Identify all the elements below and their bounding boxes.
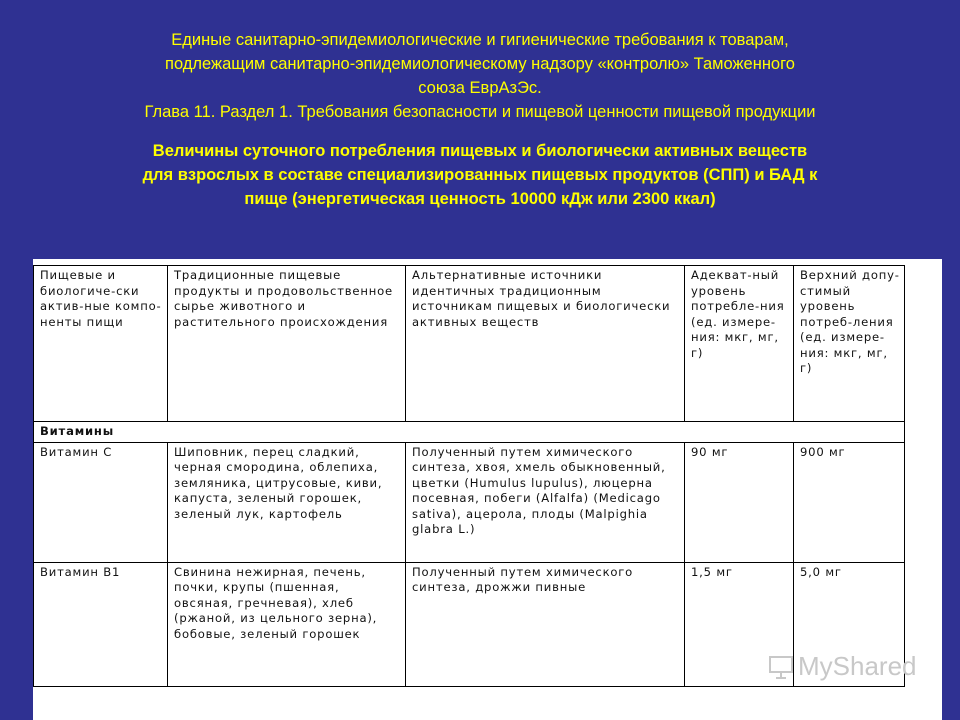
header-components: Пищевые и биологиче-ски актив-ные компо-ненты пищи bbox=[34, 266, 168, 422]
cell-traditional: Шиповник, перец сладкий, черная смородина, облепиха, земляника, цитрусовые, киви, капуста, зеленый горошек, зеленый лук, картофель bbox=[168, 442, 406, 562]
slide-header bbox=[0, 28, 960, 211]
cell-upper: 5,0 мг bbox=[794, 562, 905, 686]
table-header-row bbox=[34, 266, 905, 422]
cell-adequate: 1,5 мг bbox=[685, 562, 794, 686]
table-sheet bbox=[33, 259, 942, 720]
header-adequate: Адекват-ный уровень потребле-ния (ед. измере-ния: мкг, мг, г) bbox=[685, 266, 794, 422]
chapter-line: Глава 11. Раздел 1. Требования безопасности и пищевой ценности пищевой продукции bbox=[144, 103, 816, 121]
subtitle-line-1: Величины суточного потребления пищевых и биологически активных веществ bbox=[152, 142, 808, 160]
cell-adequate: 90 мг bbox=[685, 442, 794, 562]
cell-traditional: Свинина нежирная, печень, почки, крупы (пшенная, овсяная, гречневая), хлеб (ржаной, из цельного зерна), бобовые, зеленый горошек bbox=[168, 562, 406, 686]
title-line-2: подлежащим санитарно-эпидемиологическому надзору «контролю» Таможенного bbox=[165, 55, 795, 73]
watermark-logo bbox=[768, 651, 917, 682]
subtitle-line-2: для взрослых в составе специализированных пищевых продуктов (СПП) и БАД к bbox=[142, 166, 818, 184]
cell-name: Витамин В1 bbox=[34, 562, 168, 686]
group-row bbox=[34, 422, 905, 443]
presentation-icon bbox=[768, 654, 794, 680]
watermark-text: MyShared bbox=[798, 651, 917, 681]
header-alternative: Альтернативные источники идентичных традиционным источникам пищевых и биологически активных веществ bbox=[406, 266, 685, 422]
header-upper: Верхний допу-стимый уровень потреб-ления (ед. измере-ния: мкг, мг, г) bbox=[794, 266, 905, 422]
title-line-1: Единые санитарно-эпидемиологические и гигиенические требования к товарам, bbox=[171, 31, 789, 49]
vitamins-table bbox=[33, 265, 905, 687]
cell-alternative: Полученный путем химического синтеза, дрожжи пивные bbox=[406, 562, 685, 686]
header-traditional: Традиционные пищевые продукты и продовольственное сырье животного и растительного происхождения bbox=[168, 266, 406, 422]
subtitle-line-3: пище (энергетическая ценность 10000 кДж или 2300 ккал) bbox=[244, 190, 716, 208]
group-vitamins: Витамины bbox=[34, 422, 905, 443]
cell-upper: 900 мг bbox=[794, 442, 905, 562]
cell-alternative: Полученный путем химического синтеза, хвоя, хмель обыкновенный, цветки (Humulus lupulus), люцерна посевная, побеги (Alfalfa) (Medicago sativa), ацерола, плоды (Malpighia glabra L.) bbox=[406, 442, 685, 562]
title-line-3: союза ЕврАзЭс. bbox=[418, 79, 542, 97]
cell-name: Витамин С bbox=[34, 442, 168, 562]
table-row bbox=[34, 442, 905, 562]
